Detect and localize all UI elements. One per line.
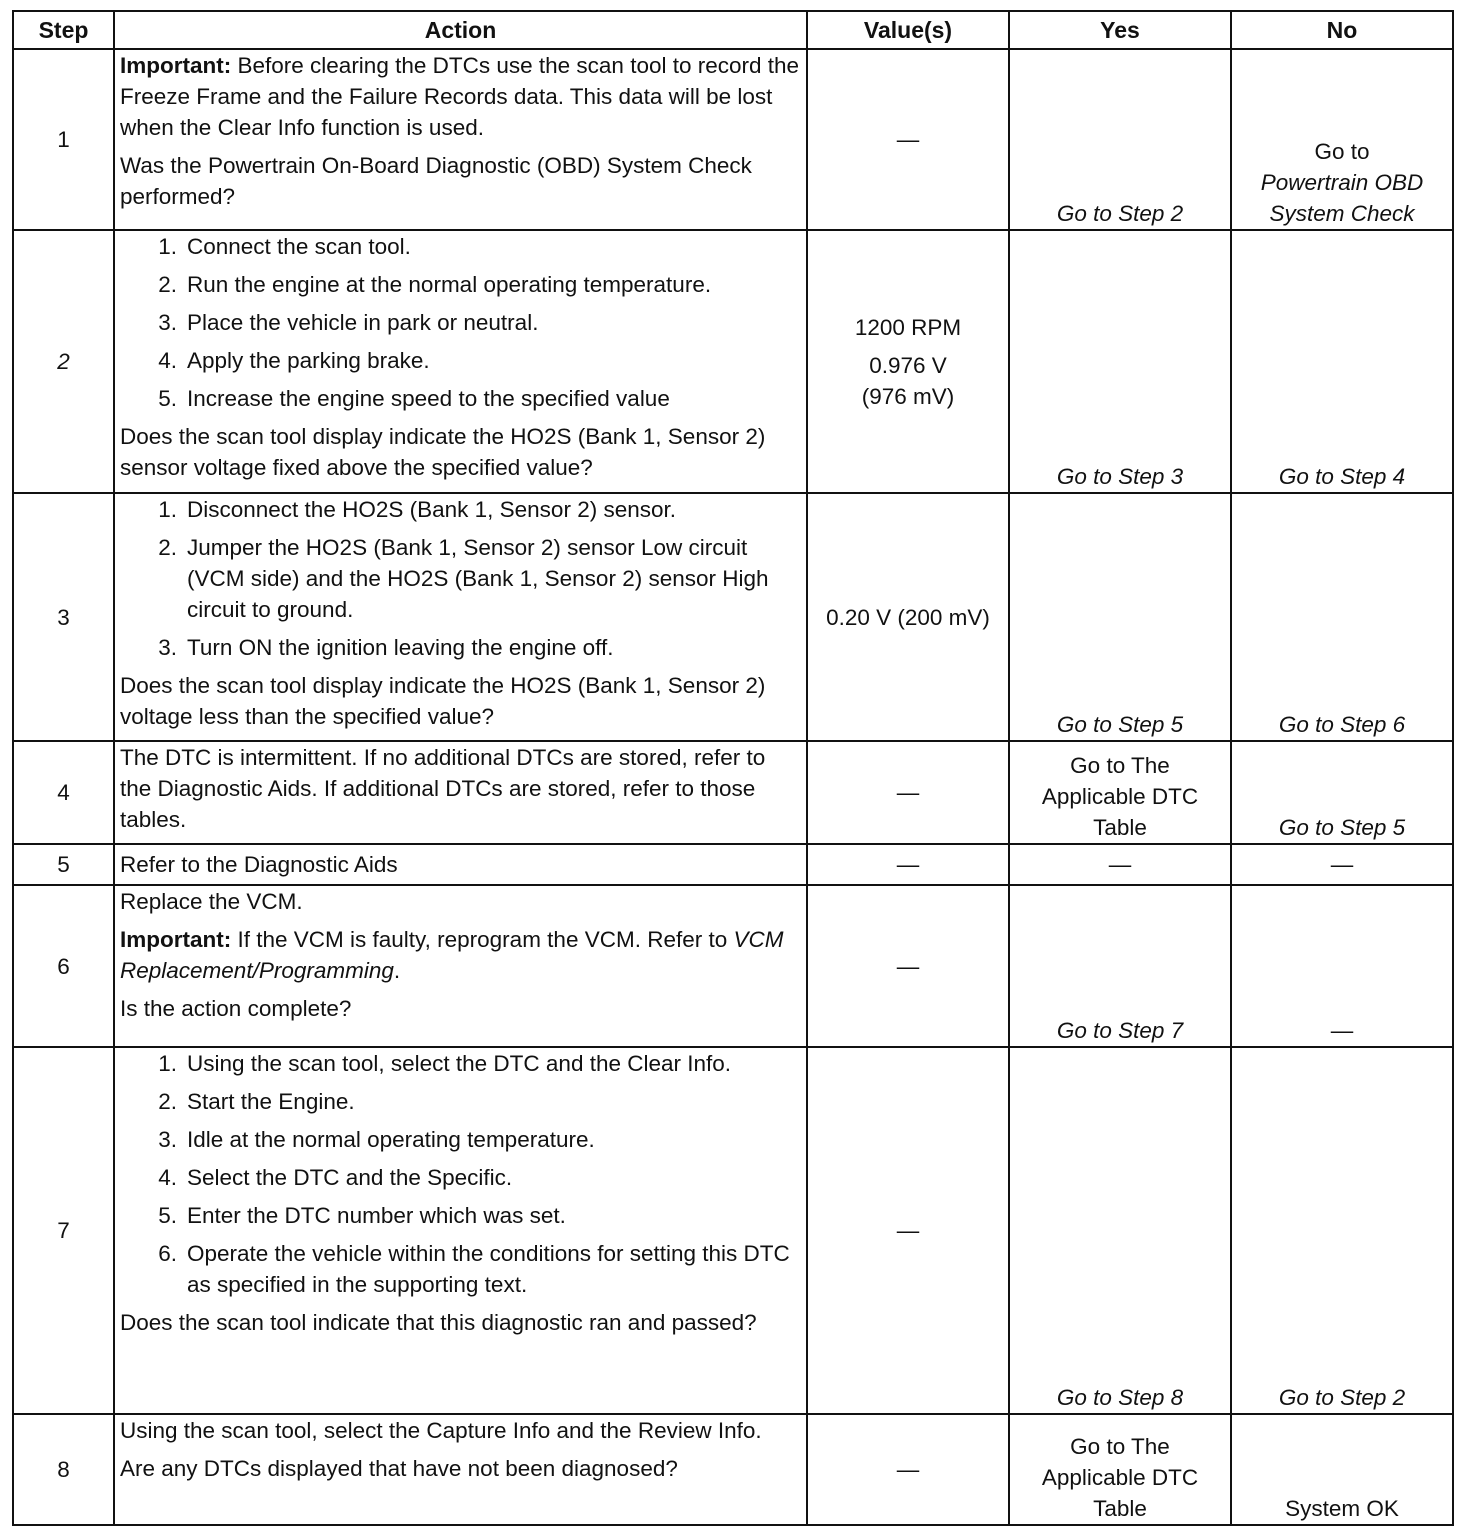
header-no: No <box>1231 11 1453 49</box>
value-cell: — <box>807 1047 1009 1414</box>
table-row <box>13 844 1453 885</box>
action-cell <box>114 1047 807 1414</box>
step-number: 5 <box>13 844 114 885</box>
important-note: Important: If the VCM is faulty, reprogram the VCM. Refer to VCM Replacement/Programming. <box>120 927 784 983</box>
action-cell <box>114 493 807 741</box>
instruction-list <box>120 1048 801 1300</box>
header-action: Action <box>114 11 807 49</box>
no-cell: Go to Step 4 <box>1231 230 1453 493</box>
question-text: Is the action complete? <box>120 996 352 1021</box>
important-text: Before clearing the DTCs use the scan tool to record the Freeze Frame and the Failure Records data. This data will be lost when the Clear Info function is used. <box>120 53 800 140</box>
instruction-list <box>120 231 801 414</box>
no-prefix: Go to <box>1314 139 1370 164</box>
action-line: Replace the VCM. <box>120 889 303 914</box>
action-cell <box>114 49 807 230</box>
header-step: Step <box>13 11 114 49</box>
list-item: 4. Select the DTC and the Specific. <box>158 1165 513 1190</box>
header-values: Value(s) <box>807 11 1009 49</box>
question-text: Are any DTCs displayed that have not been diagnosed? <box>120 1456 678 1481</box>
table-row <box>13 741 1453 844</box>
yes-cell: Go to The Applicable DTC Table <box>1009 741 1231 844</box>
no-cell: Go to Step 5 <box>1231 741 1453 844</box>
value-cell: 0.20 V (200 mV) <box>807 493 1009 741</box>
table-row <box>13 885 1453 1047</box>
header-yes: Yes <box>1009 11 1231 49</box>
action-cell <box>114 1414 807 1525</box>
question-text: Does the scan tool display indicate the HO2S (Bank 1, Sensor 2) voltage less than the specified value? <box>120 673 766 729</box>
list-item: 6. Operate the vehicle within the conditions for setting this DTC as specified in the supporting text. <box>158 1241 790 1297</box>
table-row <box>13 49 1453 230</box>
yes-cell: Go to Step 2 <box>1009 49 1231 230</box>
reference-link: VCM Replacement/Programming <box>120 927 784 983</box>
table-row <box>13 230 1453 493</box>
list-item: 3. Place the vehicle in park or neutral. <box>158 310 539 335</box>
no-cell <box>1231 49 1453 230</box>
step-number: 7 <box>13 1047 114 1414</box>
no-cell: Go to Step 6 <box>1231 493 1453 741</box>
header-row <box>13 11 1453 49</box>
yes-cell: Go to Step 7 <box>1009 885 1231 1047</box>
list-item: 2. Run the engine at the normal operating temperature. <box>158 272 712 297</box>
step-number: 3 <box>13 493 114 741</box>
yes-cell: Go to Step 5 <box>1009 493 1231 741</box>
step-number: 6 <box>13 885 114 1047</box>
action-cell <box>114 885 807 1047</box>
table-row <box>13 1414 1453 1525</box>
list-item: 1. Connect the scan tool. <box>158 234 411 259</box>
list-item: 5. Increase the engine speed to the specified value <box>158 386 670 411</box>
list-item: 3. Idle at the normal operating temperature. <box>158 1127 595 1152</box>
important-text: If the VCM is faulty, reprogram the VCM. Refer to <box>231 927 734 952</box>
no-cell: — <box>1231 844 1453 885</box>
list-item: 1. Using the scan tool, select the DTC and the Clear Info. <box>158 1051 732 1076</box>
action-cell: Refer to the Diagnostic Aids <box>114 844 807 885</box>
list-item: 2. Start the Engine. <box>158 1089 355 1114</box>
diagnostic-table <box>12 10 1454 1526</box>
value-cell: — <box>807 844 1009 885</box>
value-rpm: 1200 RPM <box>854 314 962 340</box>
question-text: Does the scan tool display indicate the HO2S (Bank 1, Sensor 2) sensor voltage fixed above the specified value? <box>120 424 766 480</box>
list-item: 1. Disconnect the HO2S (Bank 1, Sensor 2) sensor. <box>158 497 676 522</box>
list-item: 4. Apply the parking brake. <box>158 348 430 373</box>
table-row <box>13 1047 1453 1414</box>
action-cell <box>114 230 807 493</box>
step-number: 1 <box>13 49 114 230</box>
list-item: 2. Jumper the HO2S (Bank 1, Sensor 2) sensor Low circuit (VCM side) and the HO2S (Bank 1, Sensor 2) sensor High circuit to ground. <box>158 535 769 622</box>
value-volts: 0.976 V <box>869 352 947 378</box>
instruction-list <box>120 494 801 663</box>
important-label: Important: <box>120 927 232 952</box>
action-line: Using the scan tool, select the Capture Info and the Review Info. <box>120 1418 762 1443</box>
value-cell: — <box>807 1414 1009 1525</box>
step-number: 2 <box>13 230 114 493</box>
step-number: 8 <box>13 1414 114 1525</box>
question-text: Does the scan tool indicate that this diagnostic ran and passed? <box>120 1310 757 1335</box>
value-cell: — <box>807 49 1009 230</box>
table-row <box>13 493 1453 741</box>
step-number: 4 <box>13 741 114 844</box>
no-reference: Powertrain OBD System Check <box>1260 170 1424 226</box>
value-cell <box>807 230 1009 493</box>
yes-cell: Go to The Applicable DTC Table <box>1009 1414 1231 1525</box>
no-cell: — <box>1231 885 1453 1047</box>
no-cell: System OK <box>1231 1414 1453 1525</box>
question-text: Was the Powertrain On-Board Diagnostic (OBD) System Check performed? <box>120 153 752 209</box>
yes-cell: Go to Step 3 <box>1009 230 1231 493</box>
important-note <box>120 50 801 143</box>
list-item: 3. Turn ON the ignition leaving the engine off. <box>158 635 614 660</box>
yes-cell: — <box>1009 844 1231 885</box>
no-cell: Go to Step 2 <box>1231 1047 1453 1414</box>
list-item: 5. Enter the DTC number which was set. <box>158 1203 566 1228</box>
value-cell: — <box>807 741 1009 844</box>
value-millivolts: (976 mV) <box>861 383 955 409</box>
value-cell: — <box>807 885 1009 1047</box>
important-label: Important: <box>120 53 232 78</box>
action-cell: The DTC is intermittent. If no additional DTCs are stored, refer to the Diagnostic Aids. If additional DTCs are stored, refer to those tables. <box>114 741 807 844</box>
yes-cell: Go to Step 8 <box>1009 1047 1231 1414</box>
